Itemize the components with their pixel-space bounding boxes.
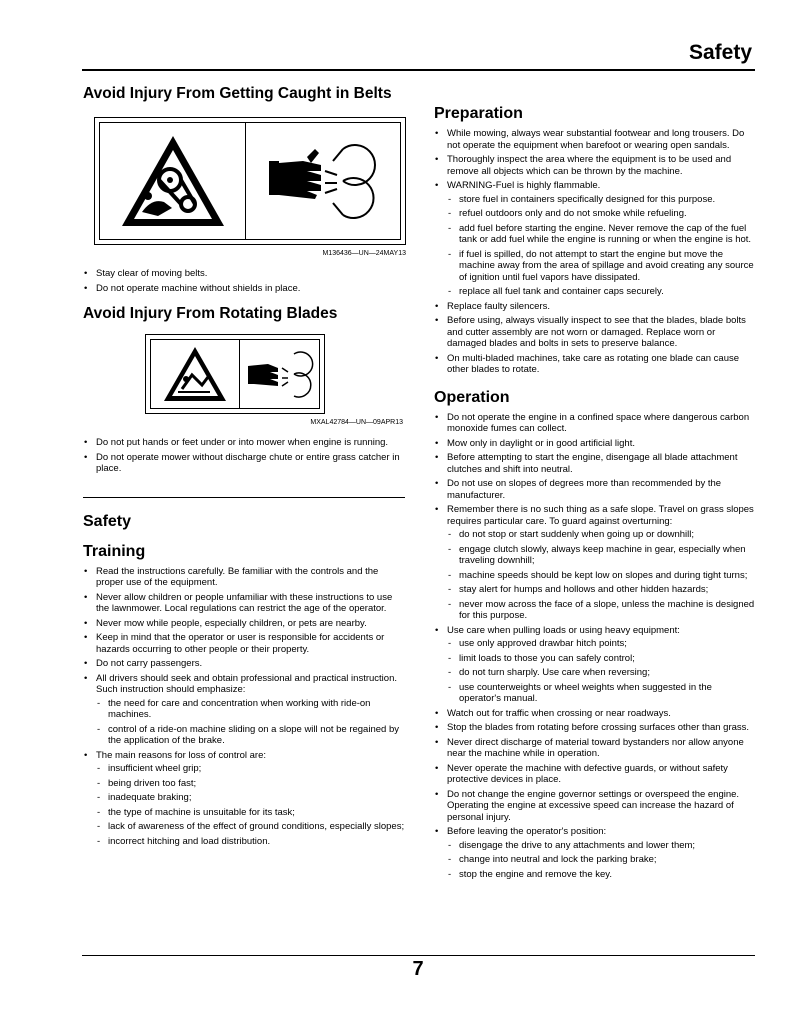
sub-list-item: - if fuel is spilled, do not attempt to start the engine but move the machine away from the area of spillage and avoid creating any source of ignition until fuel vapors have dissipated. bbox=[447, 249, 756, 284]
list-item bbox=[83, 618, 405, 630]
list-item bbox=[434, 180, 756, 298]
list-item-text: Do not change the engine governor settings or overspeed the engine. Operating the engine at excessive speed can increase the hazard of personal injury. bbox=[447, 788, 740, 823]
blades-pictogram-frame bbox=[145, 334, 325, 414]
sub-list-item: - machine speeds should be kept low on slopes and during tight turns; bbox=[447, 570, 756, 582]
list-item-text: Never allow children or people unfamiliar with these instructions to use the lawnmower. Local regulations can restrict the age of the operator. bbox=[96, 591, 393, 614]
list-item-text: Mow only in daylight or in good artificial light. bbox=[447, 437, 635, 449]
belts-pictogram-frame bbox=[94, 117, 406, 245]
list-item-text: Before using, always visually inspect to see that the blades, blade bolts and cutter assembly are not worn or damaged. Replace worn or damaged blades and bolts in sets to preserve balance. bbox=[447, 315, 746, 349]
list-item bbox=[83, 673, 405, 747]
sub-list-item: - insufficient wheel grip; bbox=[96, 763, 405, 775]
list-item-text: Use care when pulling loads or using heavy equipment: bbox=[447, 624, 680, 636]
list-item bbox=[434, 412, 756, 435]
sub-list-item: - incorrect hitching and load distribution. bbox=[96, 836, 405, 848]
list-item-text: On multi-bladed machines, take care as rotating one blade can cause other blades to rotate. bbox=[447, 352, 740, 375]
list-item-text: Remember there is no such thing as a safe slope. Travel on grass slopes requires particular care. To guard against overturning: bbox=[447, 504, 754, 527]
blades-heading: Avoid Injury From Rotating Blades bbox=[83, 305, 338, 322]
operation-list bbox=[434, 412, 756, 881]
sub-list bbox=[447, 840, 756, 881]
sub-list-item: - engage clutch slowly, always keep machine in gear, especially when traveling downhill; bbox=[447, 544, 756, 567]
sub-list-item: - do not stop or start suddenly when going up or downhill; bbox=[447, 529, 756, 541]
list-item-text: WARNING-Fuel is highly flammable. bbox=[447, 180, 601, 191]
sub-list-item: - never mow across the face of a slope, unless the machine is designed for this purpose. bbox=[447, 599, 756, 622]
list-item bbox=[83, 658, 405, 670]
right-column bbox=[434, 104, 756, 883]
list-item-text: Before attempting to start the engine, disengage all blade attachment clutches and shift into neutral. bbox=[447, 452, 738, 475]
blades-pictogram-block bbox=[145, 334, 403, 426]
list-item-text: Keep in mind that the operator or user is responsible for accidents or hazards occurring to other people or their property. bbox=[96, 632, 385, 655]
sub-list-item: - stop the engine and remove the key. bbox=[447, 869, 756, 881]
list-item bbox=[434, 504, 756, 622]
list-item bbox=[434, 708, 756, 720]
sub-list bbox=[447, 194, 756, 298]
preparation-list bbox=[434, 128, 756, 376]
list-item bbox=[434, 438, 756, 450]
sub-list-item: - change into neutral and lock the parking brake; bbox=[447, 854, 756, 866]
list-item-text: All drivers should seek and obtain professional and practical instruction. Such instruction should emphasize: bbox=[96, 672, 397, 695]
sub-list bbox=[96, 763, 405, 847]
list-item-text: Never direct discharge of material toward bystanders nor allow anyone near the machine while in operation. bbox=[447, 736, 744, 759]
belts-heading: Avoid Injury From Getting Caught in Belts bbox=[83, 85, 392, 102]
blades-caption: MXAL42784—UN—09APR13 bbox=[310, 419, 403, 426]
list-item: • Do not operate mower without discharge chute or entire grass catcher in place. bbox=[83, 452, 405, 475]
list-item-text: Thoroughly inspect the area where the equipment is to be used and remove all objects which can be thrown by the machine. bbox=[447, 154, 732, 177]
belts-caption: M136436—UN—24MAY13 bbox=[322, 250, 406, 257]
sub-list-item: - lack of awareness of the effect of ground conditions, especially slopes; bbox=[96, 821, 405, 833]
list-item: • Do not operate machine without shields in place. bbox=[83, 283, 405, 295]
list-item bbox=[434, 478, 756, 501]
blade-hazard-triangle-icon bbox=[151, 340, 239, 408]
left-column bbox=[83, 84, 405, 850]
list-item-text: Never operate the machine with defective guards, or without safety protective devices in place. bbox=[447, 762, 728, 785]
preparation-heading: Preparation bbox=[434, 105, 523, 122]
hand-near-belts-icon bbox=[245, 123, 400, 239]
sub-list-item: - use only approved drawbar hitch points; bbox=[447, 638, 756, 650]
sub-list-item: - do not turn sharply. Use care when reversing; bbox=[447, 667, 756, 679]
list-item bbox=[434, 789, 756, 824]
list-item-text: Do not operate the engine in a confined space where dangerous carbon monoxide fumes can collect. bbox=[447, 411, 750, 434]
training-list bbox=[83, 566, 405, 848]
list-item-text: Stop the blades from rotating before crossing surfaces other than grass. bbox=[447, 722, 750, 733]
header-rule bbox=[82, 69, 755, 71]
list-item bbox=[434, 722, 756, 734]
sub-list-item: - inadequate braking; bbox=[96, 792, 405, 804]
sub-list bbox=[447, 638, 756, 705]
page-title: Safety bbox=[688, 41, 752, 64]
sub-list-item: - the type of machine is unsuitable for its task; bbox=[96, 807, 405, 819]
list-item-text: While mowing, always wear substantial footwear and long trousers. Do not operate the equipment when barefoot or wearing open sandals. bbox=[447, 128, 745, 151]
footer-rule bbox=[82, 955, 755, 956]
list-item bbox=[83, 566, 405, 589]
list-item bbox=[434, 452, 756, 475]
blades-list bbox=[83, 437, 405, 475]
list-item bbox=[83, 592, 405, 615]
safety-heading: Safety bbox=[83, 512, 132, 530]
list-item-text: Read the instructions carefully. Be familiar with the controls and the proper use of the equipment. bbox=[96, 565, 379, 588]
sub-list-item: - control of a ride-on machine sliding on a slope will not be regained by the application of the brake. bbox=[96, 724, 405, 747]
sub-list-item: - the need for care and concentration when working with ride-on machines. bbox=[96, 698, 405, 721]
list-item bbox=[434, 763, 756, 786]
list-item bbox=[83, 632, 405, 655]
belts-pictogram-block bbox=[94, 117, 406, 257]
list-item-text: Replace faulty silencers. bbox=[447, 300, 550, 312]
list-item bbox=[434, 128, 756, 151]
sub-list-item: - use counterweights or wheel weights when suggested in the operator's manual. bbox=[447, 682, 756, 705]
hand-near-blade-icon bbox=[239, 340, 319, 408]
sub-list-item: - replace all fuel tank and container caps securely. bbox=[447, 286, 756, 298]
page-number: 7 bbox=[412, 958, 424, 980]
list-item bbox=[434, 315, 756, 350]
list-item bbox=[434, 353, 756, 376]
sub-list-item: - being driven too fast; bbox=[96, 778, 405, 790]
list-item bbox=[83, 750, 405, 848]
section-divider bbox=[83, 497, 405, 498]
sub-list-item: - limit loads to those you can safely control; bbox=[447, 653, 756, 665]
training-heading: Training bbox=[83, 542, 146, 560]
sub-list-item: - stay alert for humps and hollows and other hidden hazards; bbox=[447, 584, 756, 596]
list-item bbox=[434, 301, 756, 313]
sub-list-item: - refuel outdoors only and do not smoke while refueling. bbox=[447, 208, 756, 220]
list-item-text: Before leaving the operator's position: bbox=[447, 826, 607, 837]
belts-safety-sign bbox=[99, 122, 401, 240]
list-item-text: Watch out for traffic when crossing or near roadways. bbox=[447, 707, 671, 719]
sub-list-item: - disengage the drive to any attachments and lower them; bbox=[447, 840, 756, 852]
sub-list bbox=[96, 698, 405, 747]
operation-heading: Operation bbox=[434, 388, 510, 406]
list-item-text: Do not use on slopes of degrees more than recommended by the manufacturer. bbox=[447, 478, 722, 501]
belts-list bbox=[83, 268, 405, 294]
list-item: • Do not put hands or feet under or into mower when engine is running. bbox=[83, 437, 405, 449]
sub-list-item: - add fuel before starting the engine. Never remove the cap of the fuel tank or add fuel while the engine is running or when the engine is hot. bbox=[447, 223, 756, 246]
list-item bbox=[434, 737, 756, 760]
list-item bbox=[434, 826, 756, 880]
list-item bbox=[434, 154, 756, 177]
belt-hazard-triangle-icon bbox=[100, 123, 245, 239]
list-item-text: Never mow while people, especially children, or pets are nearby. bbox=[96, 617, 367, 629]
list-item-text: The main reasons for loss of control are: bbox=[96, 749, 267, 761]
list-item: • Stay clear of moving belts. bbox=[83, 268, 405, 280]
list-item-text: Do not carry passengers. bbox=[96, 658, 203, 669]
list-item bbox=[434, 625, 756, 705]
blades-safety-sign bbox=[150, 339, 320, 409]
sub-list bbox=[447, 529, 756, 622]
sub-list-item: - store fuel in containers specifically designed for this purpose. bbox=[447, 194, 756, 206]
